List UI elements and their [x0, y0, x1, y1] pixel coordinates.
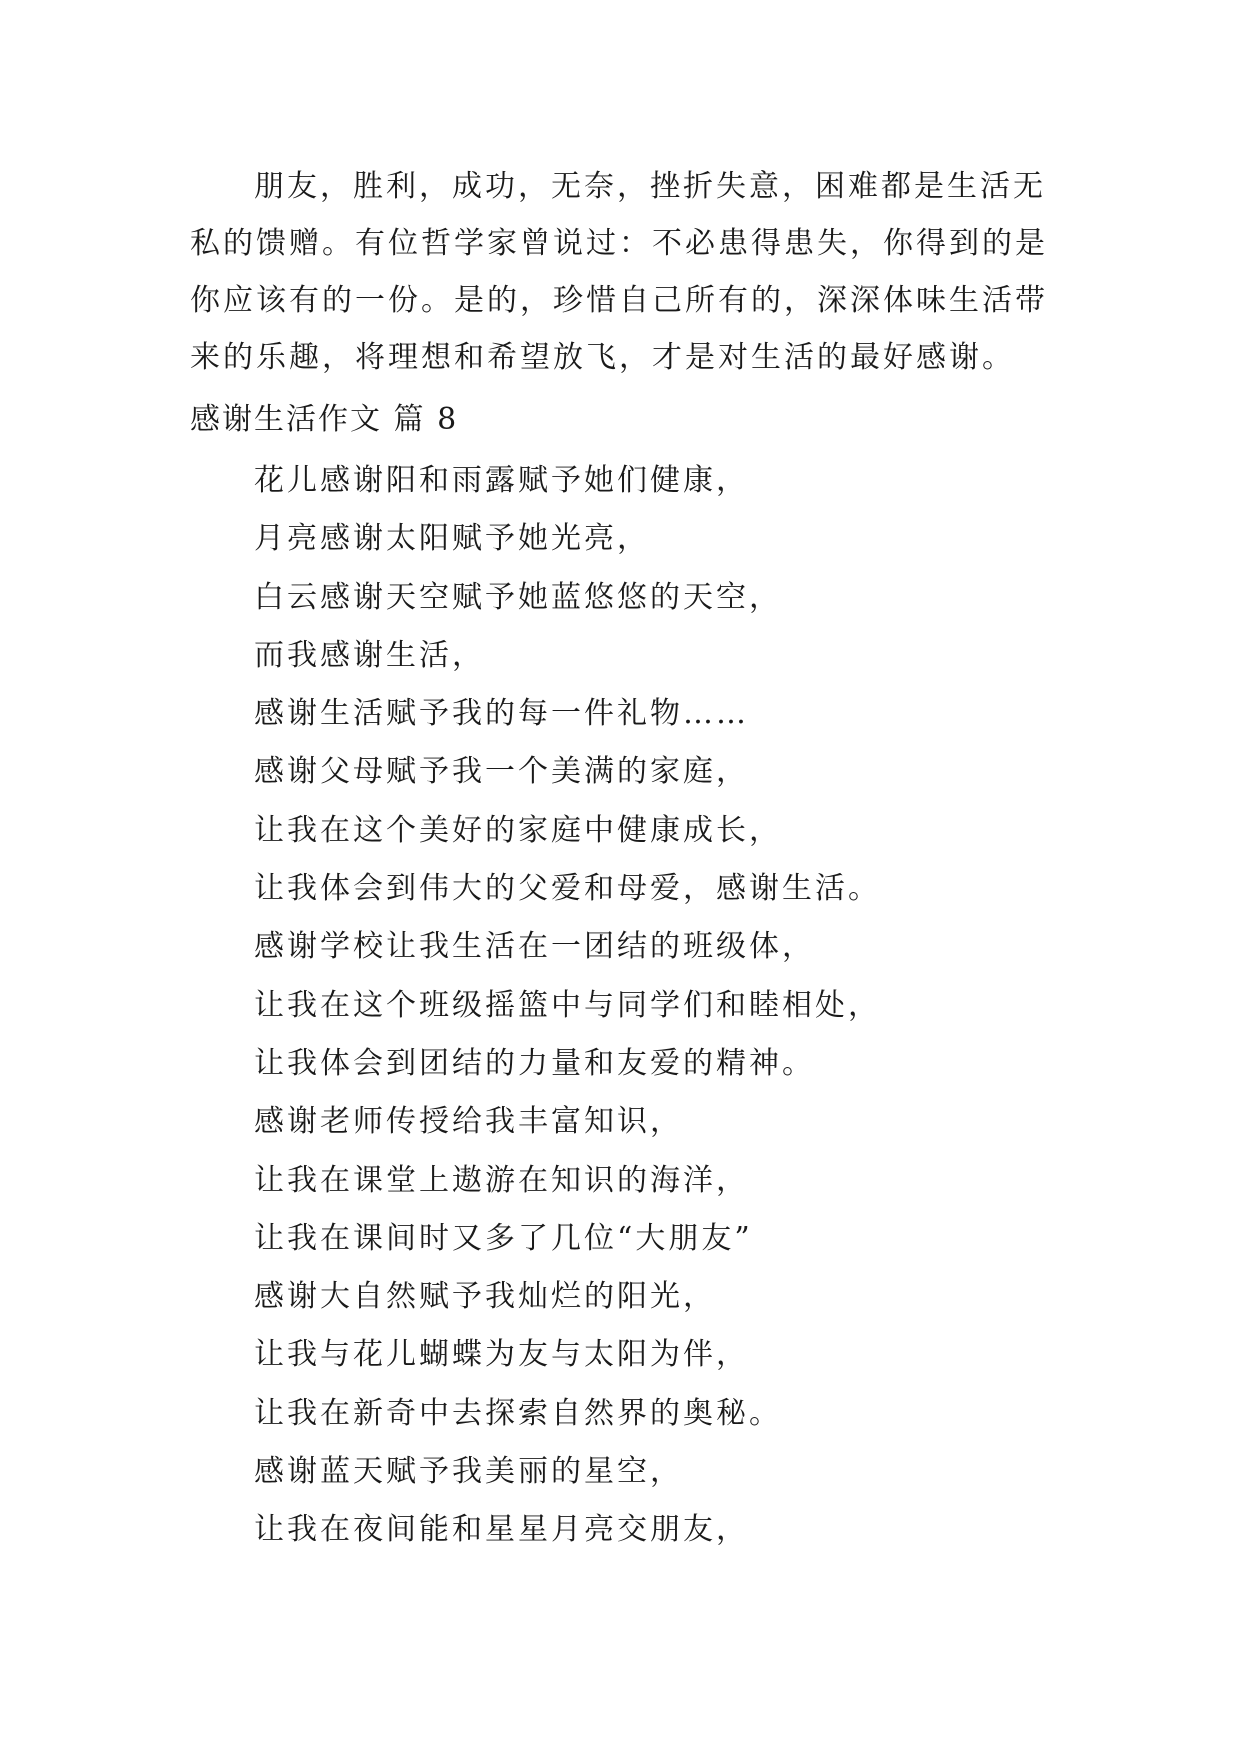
- poem-line: 感谢父母赋予我一个美满的家庭，: [254, 754, 749, 790]
- poem-line: 让我在新奇中去探索自然界的奥秘。: [254, 1395, 782, 1431]
- poem-line: 感谢老师传授给我丰富知识，: [254, 1104, 683, 1140]
- poem-line: 感谢学校让我生活在一团结的班级体，: [254, 929, 815, 965]
- poem-line: 让我在课间时又多了几位“大朋友”: [254, 1220, 753, 1256]
- poem-line: 月亮感谢太阳赋予她光亮，: [254, 521, 650, 557]
- poem-line: 让我在课堂上遨游在知识的海洋，: [254, 1162, 749, 1198]
- paragraph-line: 来的乐趣，将理想和希望放飞，才是对生活的最好感谢。: [190, 340, 1015, 375]
- paragraph-line: 你应该有的一份。是的，珍惜自己所有的，深深体味生活带: [190, 283, 1048, 318]
- poem-line: 让我与花儿蝴蝶为友与太阳为伴，: [254, 1337, 749, 1373]
- poem-line: 白云感谢天空赋予她蓝悠悠的天空，: [254, 579, 782, 615]
- poem-line: 让我在这个美好的家庭中健康成长，: [254, 812, 782, 848]
- poem-line: 感谢蓝天赋予我美丽的星空，: [254, 1454, 683, 1490]
- intro-paragraph: [190, 158, 1060, 386]
- section-heading: 感谢生活作文 篇 8: [190, 402, 459, 437]
- paragraph-line: 私的馈赠。有位哲学家曾说过：不必患得患失，你得到的是: [190, 226, 1048, 261]
- poem-line: 让我在夜间能和星星月亮交朋友，: [254, 1512, 749, 1548]
- poem-body: [254, 452, 881, 1560]
- poem-line: 让我体会到团结的力量和友爱的精神。: [254, 1045, 815, 1081]
- poem-line: 让我体会到伟大的父爱和母爱，感谢生活。: [254, 871, 881, 907]
- paragraph-line: 朋友，胜利，成功，无奈，挫折失意，困难都是生活无: [254, 169, 1046, 204]
- poem-line: 感谢大自然赋予我灿烂的阳光，: [254, 1279, 716, 1315]
- poem-line: 花儿感谢阳和雨露赋予她们健康，: [254, 463, 749, 498]
- poem-line: 而我感谢生活，: [254, 637, 485, 673]
- poem-line: 感谢生活赋予我的每一件礼物……: [254, 696, 749, 732]
- poem-line: 让我在这个班级摇篮中与同学们和睦相处，: [254, 987, 881, 1023]
